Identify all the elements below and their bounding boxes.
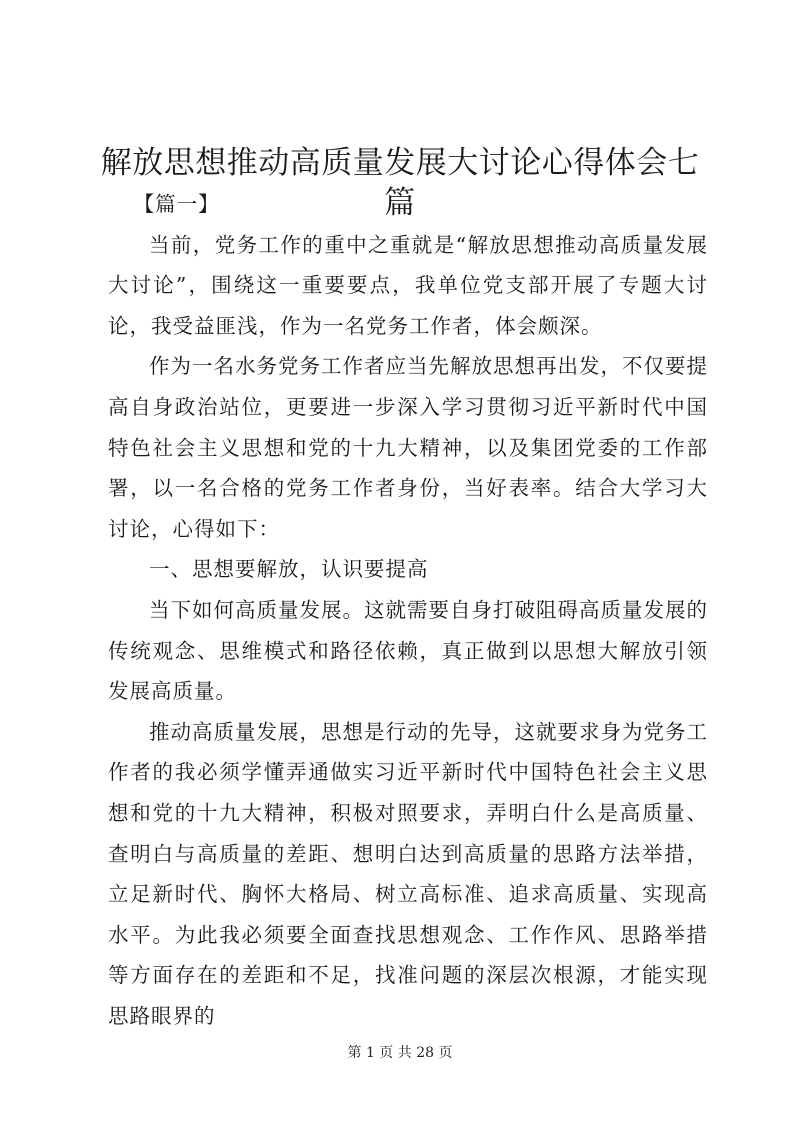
- document-title: 解放思想推动高质量发展大讨论心得体会七篇: [100, 145, 700, 221]
- paragraph: 当前，党务工作的重中之重就是“解放思想推动高质量发展大讨论”，围绕这一重要要点，我单位党支部开展了专题大讨论，我受益匪浅，作为一名党务工作者，体会颇深。: [108, 232, 708, 338]
- paragraph: 推动高质量发展，思想是行动的先导，这就要求身为党务工作者的我必须学懂弄通做实习近平新时代中国特色社会主义思想和党的十九大精神，积极对照要求，弄明白什么是高质量、查明白与高质量的差距、想明白达到高质量的思路方法举措，立足新时代、胸怀大格局、树立高标准、追求高质量、实现高水平。为此我必须要全面查找思想观念、工作作风、思路举措等方面存在的差距和不足，找准问题的深层次根源，才能实现思路眼界的: [108, 719, 708, 1028]
- page-footer: 第 1 页 共 28 页: [347, 1045, 453, 1061]
- paragraph: 当下如何高质量发展。这就需要自身打破阻碍高质量发展的传统观念、思维模式和路径依赖，真正做到以思想大解放引领发展高质量。: [108, 597, 708, 704]
- paragraph: 作为一名水务党务工作者应当先解放思想再出发，不仅要提高自身政治站位，更要进一步深入学习贯彻习近平新时代中国特色社会主义思想和党的十九大精神，以及集团党委的工作部署，以一名合格的党务工作者身份，当好表率。结合大学习大讨论，心得如下：: [108, 354, 708, 541]
- section-heading: 一、思想要解放，认识要提高: [149, 557, 429, 582]
- section-label: 【篇一】: [133, 192, 220, 216]
- document-body: [108, 184, 708, 1036]
